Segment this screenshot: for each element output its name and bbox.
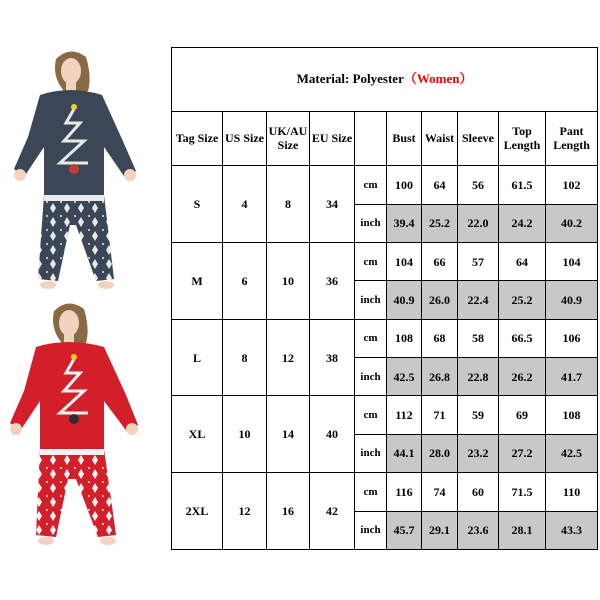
cell-sleeve-cm: 57 [458,242,499,280]
cell-bust-cm: 100 [387,166,422,204]
cell-sleeve-inch: 23.2 [458,434,499,472]
cell-us-size: 8 [223,319,267,396]
cell-tag-size: L [172,319,223,396]
navy-pajama-model-photo [4,47,171,297]
red-pajama-model-photo [4,299,171,550]
cell-unit-inch: inch [355,511,387,549]
cell-waist-inch: 25.2 [422,204,458,242]
cell-us-size: 10 [223,396,267,473]
cell-top-length-inch: 26.2 [499,358,546,396]
table-row [172,473,598,511]
product-photos [4,47,171,550]
cell-unit-cm: cm [355,242,387,280]
cell-us-size: 12 [223,473,267,550]
cell-waist-inch: 28.0 [422,434,458,472]
cell-unit-cm: cm [355,473,387,511]
header-waist: Waist [422,111,458,166]
cell-bust-cm: 116 [387,473,422,511]
cell-unit-inch: inch [355,358,387,396]
header-sleeve: Sleeve [458,111,499,166]
header-eu-size: EU Size [310,111,355,166]
cell-top-length-cm: 64 [499,242,546,280]
cell-us-size: 4 [223,166,267,243]
cell-bust-cm: 104 [387,242,422,280]
cell-unit-inch: inch [355,434,387,472]
cell-sleeve-cm: 59 [458,396,499,434]
header-pant-length: Pant Length [546,111,598,166]
cell-unit-cm: cm [355,396,387,434]
cell-uk-size: 12 [267,319,310,396]
cell-top-length-inch: 28.1 [499,511,546,549]
cell-waist-cm: 74 [422,473,458,511]
cell-bust-cm: 112 [387,396,422,434]
cell-tag-size: 2XL [172,473,223,550]
cell-top-length-inch: 24.2 [499,204,546,242]
cell-eu-size: 36 [310,242,355,319]
header-uk-au-size: UK/AU Size [267,111,310,166]
cell-pant-length-inch: 40.9 [546,281,598,319]
cell-pant-length-cm: 102 [546,166,598,204]
cell-eu-size: 38 [310,319,355,396]
cell-sleeve-inch: 22.0 [458,204,499,242]
cell-bust-inch: 39.4 [387,204,422,242]
cell-top-length-inch: 25.2 [499,281,546,319]
cell-pant-length-cm: 108 [546,396,598,434]
cell-waist-cm: 64 [422,166,458,204]
table-row [172,319,598,357]
cell-top-length-cm: 71.5 [499,473,546,511]
cell-eu-size: 34 [310,166,355,243]
cell-top-length-cm: 69 [499,396,546,434]
header-bust: Bust [387,111,422,166]
header-tag-size: Tag Size [172,111,223,166]
cell-waist-cm: 71 [422,396,458,434]
cell-tag-size: XL [172,396,223,473]
cell-waist-inch: 26.0 [422,281,458,319]
cell-unit-inch: inch [355,281,387,319]
title-women: （Women） [403,71,473,87]
cell-sleeve-inch: 22.4 [458,281,499,319]
cell-waist-cm: 68 [422,319,458,357]
cell-sleeve-cm: 60 [458,473,499,511]
cell-sleeve-cm: 58 [458,319,499,357]
cell-tag-size: S [172,166,223,243]
cell-pant-length-inch: 42.5 [546,434,598,472]
title-material: Material: Polyester [296,71,404,87]
cell-pant-length-inch: 40.2 [546,204,598,242]
cell-uk-size: 16 [267,473,310,550]
size-chart-table [171,47,598,550]
red-pajama-illustration [4,299,171,550]
cell-sleeve-inch: 23.6 [458,511,499,549]
cell-uk-size: 8 [267,166,310,243]
header-unit [355,111,387,166]
cell-eu-size: 40 [310,396,355,473]
cell-unit-cm: cm [355,166,387,204]
table-row [172,396,598,434]
navy-pajama-illustration [4,47,171,297]
cell-pant-length-cm: 110 [546,473,598,511]
header-row [172,111,598,166]
cell-pant-length-cm: 104 [546,242,598,280]
cell-unit-cm: cm [355,319,387,357]
cell-top-length-cm: 61.5 [499,166,546,204]
header-us-size: US Size [223,111,267,166]
table-row [172,242,598,280]
cell-bust-inch: 45.7 [387,511,422,549]
table-title [172,48,598,112]
cell-top-length-cm: 66.5 [499,319,546,357]
cell-bust-inch: 42.5 [387,358,422,396]
cell-sleeve-inch: 22.8 [458,358,499,396]
cell-tag-size: M [172,242,223,319]
table-row [172,166,598,204]
cell-waist-cm: 66 [422,242,458,280]
cell-waist-inch: 26.8 [422,358,458,396]
cell-sleeve-cm: 56 [458,166,499,204]
cell-uk-size: 10 [267,242,310,319]
cell-us-size: 6 [223,242,267,319]
cell-pant-length-inch: 41.7 [546,358,598,396]
header-top-length: Top Length [499,111,546,166]
cell-top-length-inch: 27.2 [499,434,546,472]
cell-pant-length-inch: 43.3 [546,511,598,549]
cell-bust-inch: 44.1 [387,434,422,472]
cell-bust-cm: 108 [387,319,422,357]
cell-waist-inch: 29.1 [422,511,458,549]
cell-bust-inch: 40.9 [387,281,422,319]
cell-eu-size: 42 [310,473,355,550]
cell-uk-size: 14 [267,396,310,473]
cell-pant-length-cm: 106 [546,319,598,357]
cell-unit-inch: inch [355,204,387,242]
